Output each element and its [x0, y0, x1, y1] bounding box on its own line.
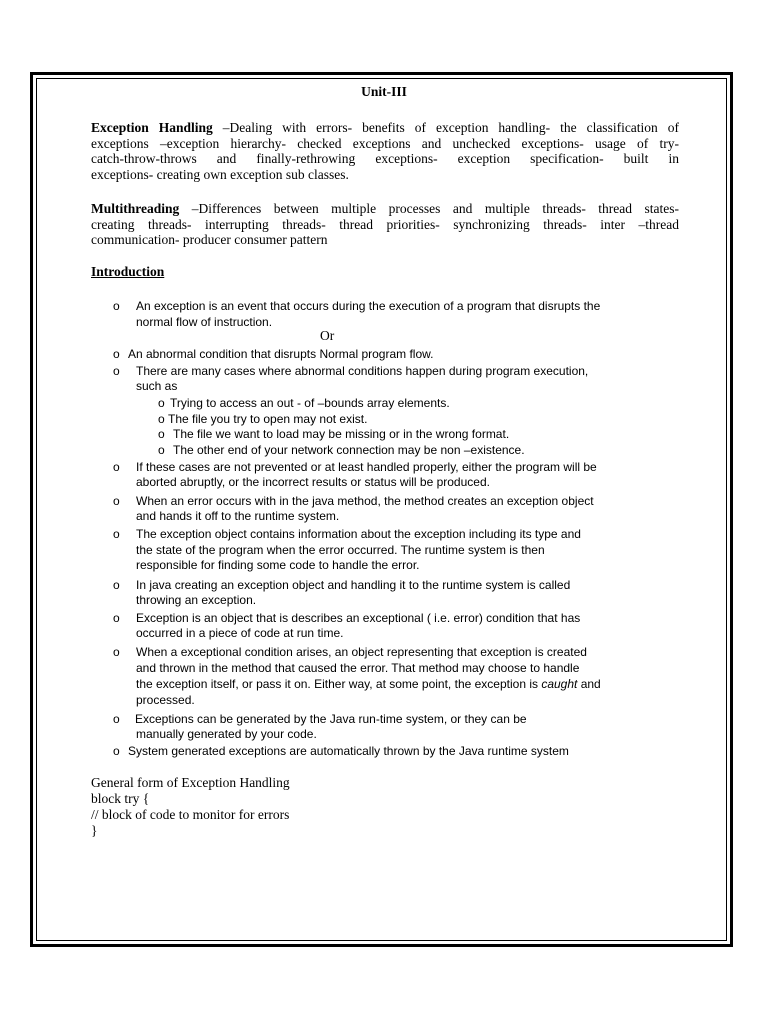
sub-bullet-marker: o: [158, 443, 165, 457]
list-item-line: System generated exceptions are automatically thrown by the Java runtime system: [128, 744, 569, 758]
sub-bullet-marker: o: [158, 396, 165, 410]
topic-line: catch-throw-throws and finally-rethrowing exceptions- exception specification- built in: [91, 151, 679, 166]
list-item-line: If these cases are not prevented or at least handled properly, either the program will be: [136, 460, 597, 474]
list-item-line: An abnormal condition that disrupts Normal program flow.: [128, 347, 434, 361]
code-line: block try {: [91, 791, 150, 806]
list-item-line: aborted abruptly, or the incorrect results or status will be produced.: [136, 475, 490, 489]
bullet-marker: o: [113, 611, 120, 625]
code-line: // block of code to monitor for errors: [91, 807, 290, 822]
emphasis-caught: caught: [541, 677, 578, 691]
list-item-line: The exception object contains information about the exception including its type and: [136, 527, 581, 541]
general-form-heading: General form of Exception Handling: [91, 775, 290, 790]
topic-heading: Multithreading: [91, 201, 180, 216]
bullet-marker: o: [113, 712, 120, 726]
bullet-marker: o: [113, 460, 120, 474]
list-item-line: Exceptions can be generated by the Java run-time system, or they can be: [135, 712, 527, 726]
list-item-line: There are many cases where abnormal conditions happen during program execution,: [136, 364, 589, 378]
sub-bullet-marker: o: [158, 412, 165, 426]
topic-heading: Exception Handling: [91, 120, 213, 135]
list-item-line: such as: [136, 379, 178, 393]
or-separator: Or: [320, 328, 335, 343]
code-line: }: [91, 823, 98, 838]
list-item-line: throwing an exception.: [136, 593, 257, 607]
bullet-marker: o: [113, 364, 120, 378]
bullet-marker: o: [113, 527, 120, 541]
bullet-marker: o: [113, 645, 120, 659]
list-item-line: occurred in a piece of code at run time.: [136, 626, 344, 640]
sub-bullet-marker: o: [158, 427, 165, 441]
topic-line: –Dealing with errors- benefits of exception handling- the classification of: [222, 120, 680, 135]
topic-line: creating threads- interrupting threads- thread priorities- synchronizing threads- inter –thread: [91, 216, 679, 232]
list-item-line: the exception itself, or pass it on. Either way, at some point, the exception is caught and: [136, 677, 601, 691]
list-item-line: manually generated by your code.: [136, 727, 317, 741]
list-item-line: When an error occurs with in the java method, the method creates an exception object: [136, 494, 594, 508]
list-item-line: An exception is an event that occurs during the execution of a program that disrupts the: [136, 299, 601, 313]
sub-list-item: Trying to access an out - of –bounds array elements.: [170, 396, 450, 410]
topic-line: communication- producer consumer pattern: [91, 232, 328, 247]
list-item-line: and hands it off to the runtime system.: [136, 509, 340, 523]
list-item-line: Exception is an object that is describes an exceptional ( i.e. error) condition that has: [136, 611, 581, 625]
bullet-marker: o: [113, 494, 120, 508]
list-item-line: the state of the program when the error occurred. The runtime system is then: [136, 543, 545, 557]
bullet-marker: o: [113, 578, 120, 592]
topic-line: –Differences between multiple processes and multiple threads- thread states-: [191, 201, 680, 216]
bullet-marker: o: [113, 347, 120, 361]
list-item-line: responsible for finding some code to handle the error.: [136, 558, 420, 572]
bullet-marker: o: [113, 299, 120, 313]
sub-list-item: The file you try to open may not exist.: [168, 412, 368, 426]
topic-exception-handling: [91, 120, 679, 182]
list-item-line: When a exceptional condition arises, an object representing that exception is created: [136, 645, 587, 659]
list-item-line: normal flow of instruction.: [136, 315, 273, 329]
bullet-marker: o: [113, 744, 120, 758]
list-item-line: and thrown in the method that caused the error. That method may choose to handle: [136, 661, 580, 675]
topic-line: exceptions –exception hierarchy- checked exceptions and unchecked exceptions- usage of try-: [91, 135, 679, 151]
topic-multithreading: [91, 201, 679, 248]
introduction-heading: Introduction: [91, 264, 165, 279]
sub-list-item: The other end of your network connection may be non –existence.: [173, 443, 525, 457]
topic-line: exceptions- creating own exception sub classes.: [91, 166, 349, 182]
list-item-line: In java creating an exception object and handling it to the runtime system is called: [136, 578, 571, 592]
list-item-line: processed.: [136, 693, 195, 707]
unit-title: Unit-III: [361, 84, 407, 99]
sub-list-item: The file we want to load may be missing or in the wrong format.: [173, 427, 510, 441]
